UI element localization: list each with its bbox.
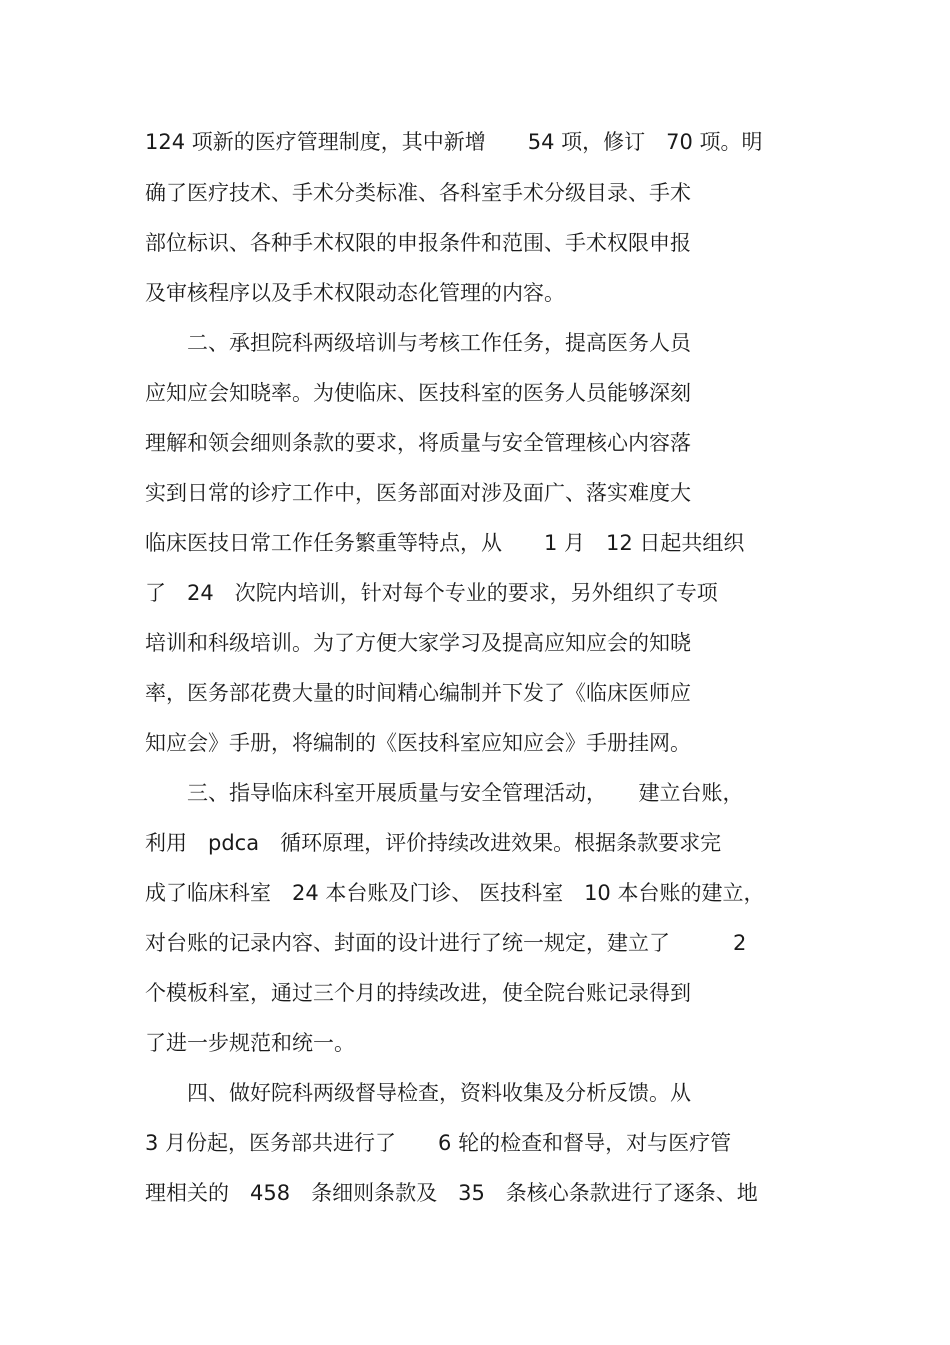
text-line-12: 率，医务部花费大量的时间精心编制并下发了《临床医师应 bbox=[145, 681, 691, 705]
text-line-8: 实到日常的诊疗工作中，医务部面对涉及面广、落实难度大 bbox=[145, 481, 691, 505]
text-line-15: 利用 pdca 循环原理，评价持续改进效果。根据条款要求完 bbox=[145, 831, 722, 855]
text-line-13: 知应会》手册，将编制的《医技科室应知应会》手册挂网。 bbox=[145, 731, 691, 755]
text-line-10: 了 24 次院内培训，针对每个专业的要求，另外组织了专项 bbox=[145, 581, 718, 605]
text-line-1: 124 项新的医疗管理制度，其中新增 54 项，修订 70 项。明 bbox=[145, 130, 763, 154]
text-line-2: 确了医疗技术、手术分类标准、各科室手术分级目录、手术 bbox=[145, 181, 691, 205]
text-line-21: 3 月份起，医务部共进行了 6 轮的检查和督导，对与医疗管 bbox=[145, 1131, 732, 1155]
text-line-4: 及审核程序以及手术权限动态化管理的内容。 bbox=[145, 281, 565, 305]
text-line-7: 理解和领会细则条款的要求，将质量与安全管理核心内容落 bbox=[145, 431, 691, 455]
text-line-9: 临床医技日常工作任务繁重等特点，从 1 月 12 日起共组织 bbox=[145, 531, 745, 555]
text-line-19: 了进一步规范和统一。 bbox=[145, 1031, 355, 1055]
text-line-5: 二、承担院科两级培训与考核工作任务，提高医务人员 bbox=[145, 331, 691, 355]
text-line-14: 三、指导临床科室开展质量与安全管理活动， 建立台账， bbox=[145, 781, 744, 805]
text-line-17: 对台账的记录内容、封面的设计进行了统一规定，建立了 2 bbox=[145, 931, 747, 955]
text-line-6: 应知应会知晓率。为使临床、医技科室的医务人员能够深刻 bbox=[145, 381, 691, 405]
text-line-11: 培训和科级培训。为了方便大家学习及提高应知应会的知晓 bbox=[145, 631, 691, 655]
text-line-18: 个模板科室，通过三个月的持续改进，使全院台账记录得到 bbox=[145, 981, 691, 1005]
text-line-22: 理相关的 458 条细则条款及 35 条核心条款进行了逐条、地 bbox=[145, 1181, 758, 1205]
text-line-20: 四、做好院科两级督导检查，资料收集及分析反馈。从 bbox=[145, 1081, 691, 1105]
text-line-16: 成了临床科室 24 本台账及门诊、 医技科室 10 本台账的建立， bbox=[145, 881, 765, 905]
text-line-3: 部位标识、各种手术权限的申报条件和范围、手术权限申报 bbox=[145, 231, 691, 255]
